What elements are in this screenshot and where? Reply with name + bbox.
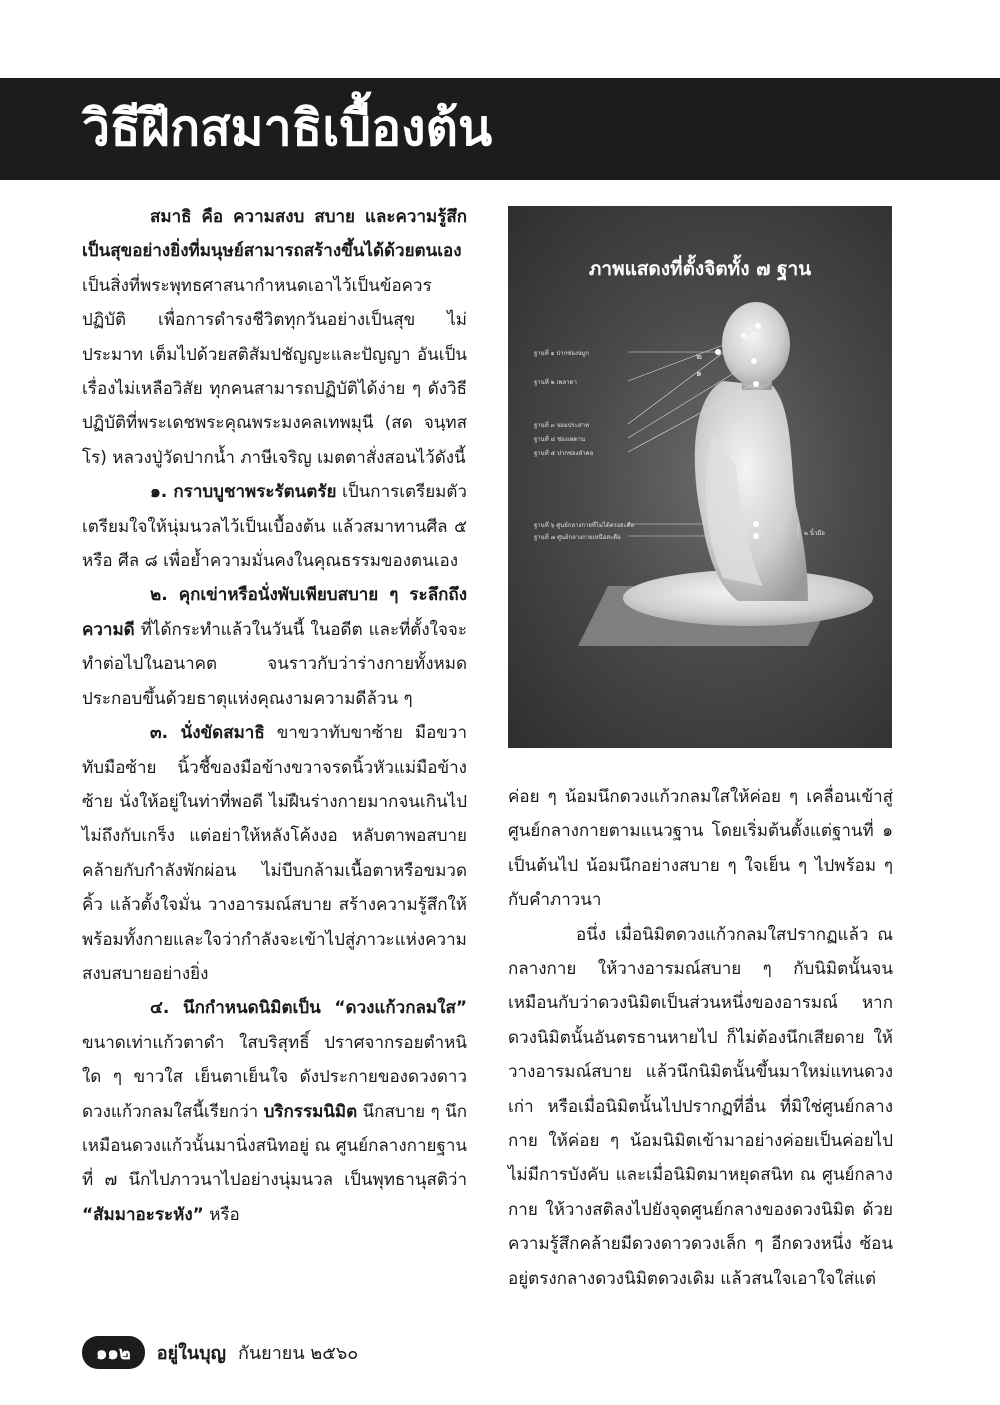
right-column xyxy=(508,780,893,1296)
label-base-2: ฐานที่ ๒ เพลาตา xyxy=(534,379,577,386)
issue-date: กันยายน ๒๕๖๐ xyxy=(237,1342,359,1364)
step-2-heading: ๒. คุกเข่าหรือนั่งพับเพียบสบาย ๆ ระลึกถึงความดี xyxy=(82,585,467,640)
mark-two: ๒ xyxy=(696,352,702,362)
label-two-fingers: ๒ นิ้วมือ xyxy=(804,530,825,537)
label-base-4: ฐานที่ ๔ ช่องเพดาน xyxy=(534,436,586,443)
right-paragraph-1: ค่อย ๆ น้อมนึกดวงแก้วกลมใสให้ค่อย ๆ เคลื่อนเข้าสู่ศูนย์กลางกายตามแนวฐาน โดยเริ่มต้นตั้งแต่ฐานที่ ๑ เป็นต้นไป น้อมนึกอย่างสบาย ๆ ใจเย็น ๆ ไปพร้อม ๆ กับคำภาวนา xyxy=(508,787,893,911)
step-4-text-c: หรือ xyxy=(203,1204,240,1225)
step-3-text: ขาขวาทับขาซ้าย มือขวาทับมือซ้าย นิ้วชี้ของมือข้างขวาจรดนิ้วหัวแม่มือข้างซ้าย นั่งให้อยู่ในท่าที่พอดี ไม่ฝืนร่างกายมากจนเกินไป ไม่ถึงกับเกร็ง แต่อย่าให้หลังโค้งงอ หลับตาพอสบายคล้ายกับกำลังพักผ่อน ไม่บีบกล้ามเนื้อตาหรือขมวดคิ้ว แล้วตั้งใจมั่น วางอารมณ์สบาย สร้างความรู้สึกให้พร้อมทั้งกายและใจว่ากำลังจะเข้าไปสู่ภาวะแห่งความสงบสบายอย่างยิ่ง xyxy=(82,723,467,984)
step-4-text-b: นึกสบาย ๆ นึกเหมือนดวงแก้วนั้นมานิ่งสนิทอยู่ ณ ศูนย์กลางกายฐานที่ ๗ นึกไปภาวนาไปอย่างนุ่มนวล เป็นพุทธานุสติว่า xyxy=(82,1101,468,1191)
meditating-figure-illustration xyxy=(508,206,892,748)
step-2-text: ที่ได้กระทำแล้วในวันนี้ ในอดีต และที่ตั้งใจจะทำต่อไปในอนาคต จนราวกับว่าร่างกายทั้งหมดประกอบขึ้นด้วยธาตุแห่งคุณงามความดีล้วน ๆ xyxy=(82,619,467,709)
label-base-1: ฐานที่ ๑ ปากช่องจมูก xyxy=(534,350,589,357)
label-base-7: ฐานที่ ๗ ศูนย์กลางกายเหนือสะดือ xyxy=(534,534,621,541)
page-number-badge: ๑๑๒ xyxy=(82,1336,145,1369)
label-base-3: ฐานที่ ๓ จอมประสาท xyxy=(534,422,589,429)
label-base-6: ฐานที่ ๖ ศูนย์กลางกายที่ไม่ได้ตรงสะดือ xyxy=(534,522,635,529)
step-1-paragraph xyxy=(82,475,467,578)
seven-bases-figure xyxy=(508,206,892,748)
label-base-5: ฐานที่ ๕ ปากช่องลำคอ xyxy=(534,450,594,457)
step-4-text-a: ขนาดเท่าแก้วตาดำ ใสบริสุทธิ์ ปราศจากรอยตำหนิใด ๆ ขาวใส เย็นตาเย็นใจ ดังประกายของดวงดาว ดวงแก้วกลมใสนี้เรียกว่า xyxy=(82,1032,467,1122)
magazine-name: อยู่ในบุญ xyxy=(156,1342,226,1364)
right-paragraph-2: อนึ่ง เมื่อนิมิตดวงแก้วกลมใสปรากฏแล้ว ณ กลางกาย ให้วางอารมณ์สบาย ๆ กับนิมิตนั้นจนเหมือนกับว่าดวงนิมิตเป็นส่วนหนึ่งของอารมณ์ หากดวงนิมิตนั้นอันตรธานหายไป ก็ไม่ต้องนึกเสียดาย ให้วางอารมณ์สบาย แล้วนึกนิมิตนั้นขึ้นมาใหม่แทนดวงเก่า หรือเมื่อนิมิตนั้นไปปรากฏที่อื่น ที่มิใช่ศูนย์กลางกาย ให้ค่อย ๆ น้อมนิมิตเข้ามาอย่างค่อยเป็นค่อยไป ไม่มีการบังคับ และเมื่อนิมิตมาหยุดสนิท ณ ศูนย์กลางกาย ให้วางสติลงไปยังจุดศูนย์กลางของดวงนิมิต ด้วยความรู้สึกคล้ายมีดวงดาวดวงเล็ก ๆ อีกดวงหนึ่ง ซ้อนอยู่ตรงกลางดวงนิมิตดวงเดิม แล้วสนใจเอาใจใส่แต่ xyxy=(508,924,893,1289)
left-column xyxy=(82,200,467,1232)
step-4-term: บริกรรมนิมิต xyxy=(263,1101,358,1122)
intro-bold: สมาธิ คือ ความสงบ สบาย และความรู้สึกเป็นสุขอย่างยิ่งที่มนุษย์สามารถสร้างขึ้นได้ด้วยตนเอง xyxy=(82,207,467,262)
title-bar xyxy=(0,78,1000,180)
step-4-heading: ๔. นึกกำหนดนิมิตเป็น “ดวงแก้วกลมใส” xyxy=(150,998,467,1019)
figure-title: ภาพแสดงที่ตั้งจิตทั้ง ๗ ฐาน xyxy=(588,258,812,280)
step-4-paragraph xyxy=(82,991,467,1232)
step-1-text: เป็นการเตรียมตัวเตรียมใจให้นุ่มนวลไว้เป็นเบื้องต้น แล้วสมาทานศีล ๕ หรือ ศีล ๘ เพื่อย้ำความมั่นคงในคุณธรรมของตนเอง xyxy=(82,482,467,572)
step-1-heading: ๑. กราบบูชาพระรัตนตรัย xyxy=(150,482,337,503)
step-3-heading: ๓. นั่งขัดสมาธิ xyxy=(150,723,265,744)
page-title: วิธีฝึกสมาธิเบื้องต้น xyxy=(82,99,493,157)
intro-paragraph xyxy=(82,200,467,475)
page-footer xyxy=(82,1337,358,1367)
mark-one: ๑ xyxy=(696,369,702,379)
step-4-mantra: “สัมมาอะระหัง” xyxy=(82,1204,204,1225)
base-4-point xyxy=(751,358,757,364)
step-3-paragraph xyxy=(82,716,467,991)
head-shape xyxy=(722,302,790,386)
step-2-paragraph xyxy=(82,578,467,716)
intro-text: เป็นสิ่งที่พระพุทธศาสนากำหนดเอาไว้เป็นข้อควรปฏิบัติ เพื่อการดำรงชีวิตทุกวันอย่างเป็นสุข ไม่ประมาท เต็มไปด้วยสติสัมปชัญญะและปัญญา อันเป็นเรื่องไม่เหลือวิสัย ทุกคนสามารถปฏิบัติได้ง่าย ๆ ดังวิธีปฏิบัติที่พระเดชพระคุณพระมงคลเทพมุนี (สด จนฺทสโร) หลวงปู่วัดปากน้ำ ภาษีเจริญ เมตตาสั่งสอนไว้ดังนี้ xyxy=(82,275,467,468)
